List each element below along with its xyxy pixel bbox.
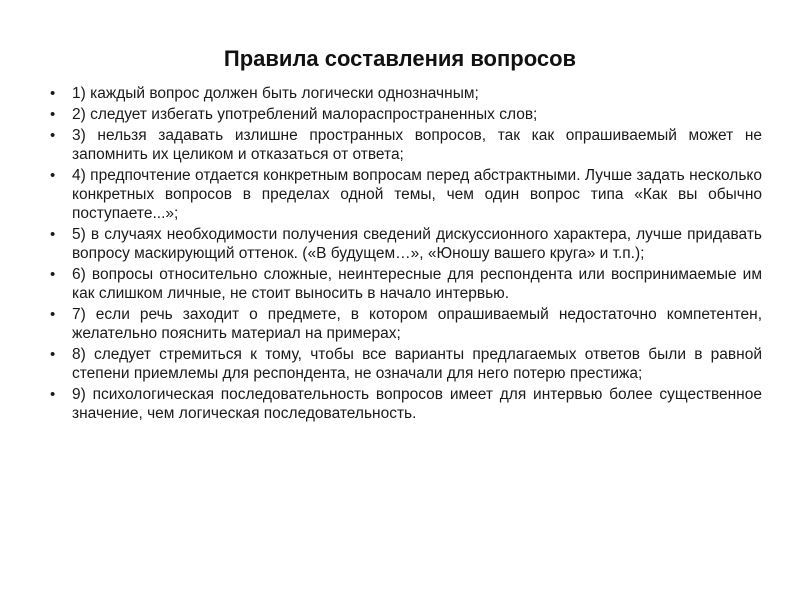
- rule-item-1: [48, 84, 762, 103]
- bullet-icon: •: [50, 346, 56, 363]
- bullet-icon: •: [50, 85, 56, 102]
- rule-item-5: [48, 225, 762, 263]
- rule-text: 1) каждый вопрос должен быть логически однозначным;: [72, 85, 479, 102]
- rule-item-4: [48, 166, 762, 223]
- slide-title: Правила составления вопросов: [223, 46, 577, 71]
- bullet-icon: •: [50, 167, 56, 184]
- rules-list: [48, 84, 762, 425]
- rule-item-8: [48, 345, 762, 383]
- rule-text: 2) следует избегать употреблений малораспространенных слов;: [72, 106, 538, 123]
- bullet-icon: •: [50, 127, 56, 144]
- bullet-icon: •: [50, 266, 56, 283]
- rule-text: 6) вопросы относительно сложные, неинтересные для респондента или воспринимаемые им как слишком личные, не стоит выносить в начало интервью.: [72, 266, 762, 302]
- rule-text: 3) нельзя задавать излишне пространных вопросов, так как опрашиваемый может не запомнить их целиком и отказаться от ответа;: [72, 127, 762, 163]
- rule-text: 9) психологическая последовательность вопросов имеет для интервью более существенное значение, чем логическая последовательность.: [72, 386, 762, 422]
- rule-text: 5) в случаях необходимости получения сведений дискуссионного характера, лучше придавать вопросу маскирующий оттенок. («В будущем…», «Юношу вашего круга» и т.п.);: [72, 226, 762, 262]
- bullet-icon: •: [50, 306, 56, 323]
- rule-item-2: [48, 105, 762, 124]
- rule-text: 7) если речь заходит о предмете, в котором опрашиваемый недостаточно компетентен, желательно пояснить материал на примерах;: [72, 306, 762, 342]
- rule-item-3: [48, 126, 762, 164]
- rule-item-9: [48, 385, 762, 423]
- bullet-icon: •: [50, 386, 56, 403]
- rule-item-7: [48, 305, 762, 343]
- rule-text: 4) предпочтение отдается конкретным вопросам перед абстрактными. Лучше задать несколько конкретных вопросов в пределах одной темы, чем один вопрос типа «Как вы обычно поступаете...»;: [72, 167, 762, 222]
- rule-text: 8) следует стремиться к тому, чтобы все варианты предлагаемых ответов были в равной степени приемлемы для респондента, не означали для него потерю престижа;: [72, 346, 762, 382]
- bullet-icon: •: [50, 106, 56, 123]
- rule-item-6: [48, 265, 762, 303]
- bullet-icon: •: [50, 226, 56, 243]
